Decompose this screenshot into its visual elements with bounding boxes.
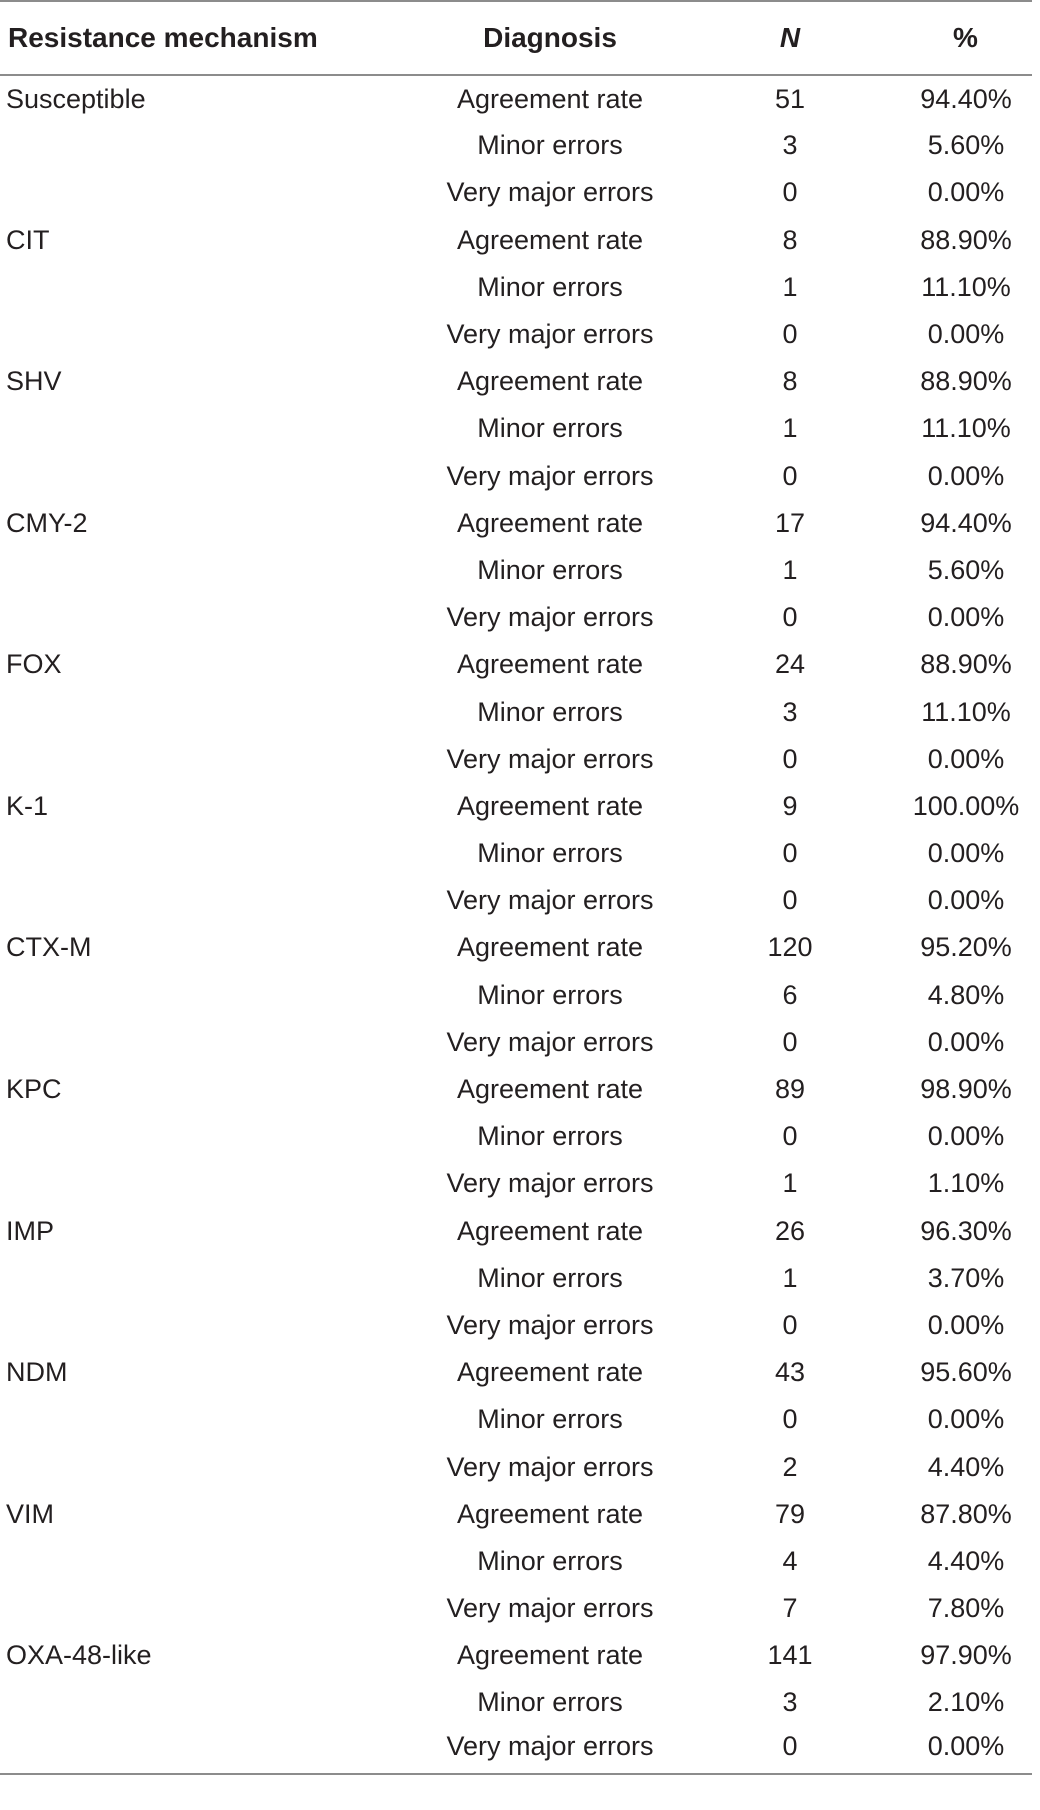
cell-percent: 0.00% [860,1727,1032,1774]
cell-resistance-mechanism: VIM [6,1498,55,1529]
cell-resistance-mechanism [0,405,380,452]
cell-percent: 98.90% [920,1074,1012,1105]
table-row [0,75,1032,122]
table-row [0,169,1032,216]
cell-n: 2 [782,1451,798,1482]
cell-percent: 5.60% [927,554,1005,585]
cell-n: 8 [782,224,798,255]
cell-n: 89 [774,1074,806,1105]
cell-resistance-mechanism [0,453,380,500]
cell-n: 1 [782,554,798,585]
cell-n: 8 [782,366,798,397]
cell-resistance-mechanism [0,1396,380,1443]
table-row [0,1160,1032,1207]
table-row [0,1727,1032,1774]
cell-diagnosis: Minor errors [477,554,623,585]
cell-percent: 0.00% [927,319,1005,350]
header-resistance-mechanism: Resistance mechanism [0,1,380,75]
cell-resistance-mechanism: NDM [6,1357,68,1388]
table-row [0,1396,1032,1443]
cell-percent: 100.00% [912,790,1020,821]
table-row [0,736,1032,783]
table-row [0,688,1032,735]
cell-percent: 88.90% [920,224,1012,255]
cell-resistance-mechanism [0,594,380,641]
cell-n: 0 [782,177,798,208]
header-row [0,1,1032,75]
table-row [0,641,1032,688]
cell-resistance-mechanism [0,1443,380,1490]
cell-percent: 1.10% [927,1168,1005,1199]
cell-diagnosis: Agreement rate [456,83,644,114]
cell-percent: 0.00% [927,1404,1005,1435]
table-row [0,877,1032,924]
table-row [0,1255,1032,1302]
cell-resistance-mechanism [0,1113,380,1160]
cell-percent: 0.00% [927,1026,1005,1057]
cell-n: 43 [774,1357,806,1388]
cell-diagnosis: Minor errors [477,413,623,444]
cell-percent: 88.90% [920,649,1012,680]
table-row [0,1019,1032,1066]
cell-resistance-mechanism [0,1302,380,1349]
cell-percent: 4.80% [927,979,1005,1010]
cell-resistance-mechanism: CTX-M [6,932,92,963]
cell-resistance-mechanism: KPC [6,1074,62,1105]
table-row [0,594,1032,641]
cell-diagnosis: Minor errors [477,271,623,302]
cell-diagnosis: Very major errors [446,1026,654,1057]
cell-n: 0 [782,1121,798,1152]
cell-resistance-mechanism [0,830,380,877]
table-row [0,1302,1032,1349]
cell-diagnosis: Very major errors [446,1309,654,1340]
cell-resistance-mechanism [0,1255,380,1302]
cell-diagnosis: Very major errors [446,743,654,774]
cell-percent: 94.40% [920,83,1012,114]
table-row [0,1113,1032,1160]
cell-percent: 97.90% [920,1640,1012,1671]
cell-n: 24 [774,649,806,680]
table-body [0,75,1032,1774]
cell-resistance-mechanism [0,547,380,594]
cell-percent: 88.90% [920,366,1012,397]
table-row [0,547,1032,594]
table-row [0,358,1032,405]
cell-percent: 0.00% [927,460,1005,491]
cell-resistance-mechanism: IMP [6,1215,55,1246]
cell-n: 26 [774,1215,806,1246]
table-row [0,1208,1032,1255]
header-n: N [720,1,860,75]
cell-n: 79 [774,1498,806,1529]
cell-n: 1 [782,271,798,302]
table-row [0,1349,1032,1396]
cell-resistance-mechanism [0,1727,380,1774]
header-percent: % [860,1,1032,75]
cell-resistance-mechanism: FOX [6,649,62,680]
table-row [0,264,1032,311]
cell-resistance-mechanism [0,877,380,924]
cell-diagnosis: Minor errors [477,1545,623,1576]
cell-percent: 95.20% [920,932,1012,963]
table-row [0,1066,1032,1113]
cell-percent: 4.40% [927,1545,1005,1576]
cell-n: 4 [782,1545,798,1576]
cell-n: 0 [782,1026,798,1057]
cell-percent: 4.40% [927,1451,1005,1482]
table-row [0,217,1032,264]
cell-n: 1 [782,1168,798,1199]
cell-percent: 0.00% [927,743,1005,774]
cell-n: 141 [767,1640,813,1671]
cell-diagnosis: Minor errors [477,1687,623,1718]
table-row [0,1443,1032,1490]
cell-diagnosis: Very major errors [446,602,654,633]
cell-resistance-mechanism [0,688,380,735]
cell-resistance-mechanism [0,1585,380,1632]
cell-diagnosis: Agreement rate [456,1640,644,1671]
cell-percent: 94.40% [920,507,1012,538]
table-row [0,1585,1032,1632]
cell-diagnosis: Agreement rate [456,366,644,397]
cell-resistance-mechanism [0,972,380,1019]
cell-resistance-mechanism: Susceptible [6,83,146,114]
cell-diagnosis: Very major errors [446,885,654,916]
cell-resistance-mechanism: OXA-48-like [6,1640,152,1671]
cell-diagnosis: Agreement rate [456,507,644,538]
cell-n: 51 [774,83,806,114]
table-row [0,1679,1032,1726]
cell-diagnosis: Minor errors [477,130,623,161]
header-diagnosis: Diagnosis [380,1,720,75]
cell-percent: 0.00% [927,602,1005,633]
cell-resistance-mechanism [0,1679,380,1726]
cell-percent: 96.30% [920,1215,1012,1246]
cell-percent: 5.60% [927,130,1005,161]
cell-diagnosis: Minor errors [477,1262,623,1293]
cell-percent: 11.10% [921,696,1011,727]
cell-diagnosis: Agreement rate [456,649,644,680]
cell-diagnosis: Very major errors [446,177,654,208]
cell-n: 0 [782,885,798,916]
cell-resistance-mechanism [0,264,380,311]
cell-n: 3 [782,696,798,727]
cell-percent: 11.10% [921,413,1011,444]
cell-diagnosis: Very major errors [446,319,654,350]
cell-n: 7 [782,1593,798,1624]
table-row [0,500,1032,547]
table-row [0,311,1032,358]
cell-n: 9 [782,790,798,821]
cell-diagnosis: Minor errors [477,1121,623,1152]
cell-diagnosis: Agreement rate [456,1215,644,1246]
cell-diagnosis: Agreement rate [456,932,644,963]
cell-diagnosis: Very major errors [446,1168,654,1199]
cell-resistance-mechanism: CMY-2 [6,507,88,538]
cell-n: 1 [782,413,798,444]
table-row [0,1538,1032,1585]
cell-n: 0 [782,319,798,350]
cell-resistance-mechanism: SHV [6,366,62,397]
cell-percent: 7.80% [927,1593,1005,1624]
cell-diagnosis: Minor errors [477,696,623,727]
cell-percent: 87.80% [920,1498,1012,1529]
cell-percent: 0.00% [927,838,1005,869]
table-row [0,972,1032,1019]
table-row [0,924,1032,971]
cell-diagnosis: Agreement rate [456,790,644,821]
cell-n: 6 [782,979,798,1010]
cell-percent: 0.00% [927,885,1005,916]
cell-n: 0 [782,602,798,633]
cell-n: 0 [782,743,798,774]
cell-n: 1 [782,1262,798,1293]
table-row [0,1491,1032,1538]
cell-percent: 0.00% [927,1309,1005,1340]
cell-diagnosis: Minor errors [477,979,623,1010]
table-row [0,453,1032,500]
cell-diagnosis: Minor errors [477,1404,623,1435]
table-row [0,405,1032,452]
cell-diagnosis: Very major errors [446,460,654,491]
table-row [0,830,1032,877]
cell-resistance-mechanism [0,1538,380,1585]
cell-diagnosis: Very major errors [446,1451,654,1482]
cell-n: 0 [782,460,798,491]
cell-n: 17 [774,507,806,538]
cell-n: 0 [782,1309,798,1340]
cell-n: 3 [782,130,798,161]
cell-diagnosis: Agreement rate [456,1074,644,1105]
cell-n: 120 [767,932,813,963]
cell-diagnosis: Agreement rate [456,1498,644,1529]
cell-diagnosis: Agreement rate [456,1357,644,1388]
cell-n: 3 [782,1687,798,1718]
cell-resistance-mechanism [0,169,380,216]
cell-n: 0 [782,838,798,869]
table-row [0,122,1032,169]
cell-n: 0 [782,1404,798,1435]
table-row [0,783,1032,830]
table-row [0,1632,1032,1679]
cell-percent: 0.00% [927,1121,1005,1152]
cell-resistance-mechanism [0,736,380,783]
cell-diagnosis: Very major errors [446,1593,654,1624]
cell-resistance-mechanism [0,122,380,169]
cell-resistance-mechanism: K-1 [6,790,49,821]
cell-percent: 3.70% [927,1262,1005,1293]
cell-resistance-mechanism: CIT [6,224,50,255]
cell-resistance-mechanism [0,1019,380,1066]
cell-diagnosis: Agreement rate [456,224,644,255]
cell-resistance-mechanism [0,1160,380,1207]
cell-percent: 95.60% [920,1357,1012,1388]
cell-resistance-mechanism [0,311,380,358]
cell-percent: 2.10% [927,1687,1005,1718]
cell-diagnosis: Minor errors [477,838,623,869]
cell-diagnosis: Very major errors [380,1727,720,1774]
cell-percent: 0.00% [927,177,1005,208]
table-header [0,1,1032,75]
cell-percent: 11.10% [921,271,1011,302]
cell-n: 0 [720,1727,860,1774]
